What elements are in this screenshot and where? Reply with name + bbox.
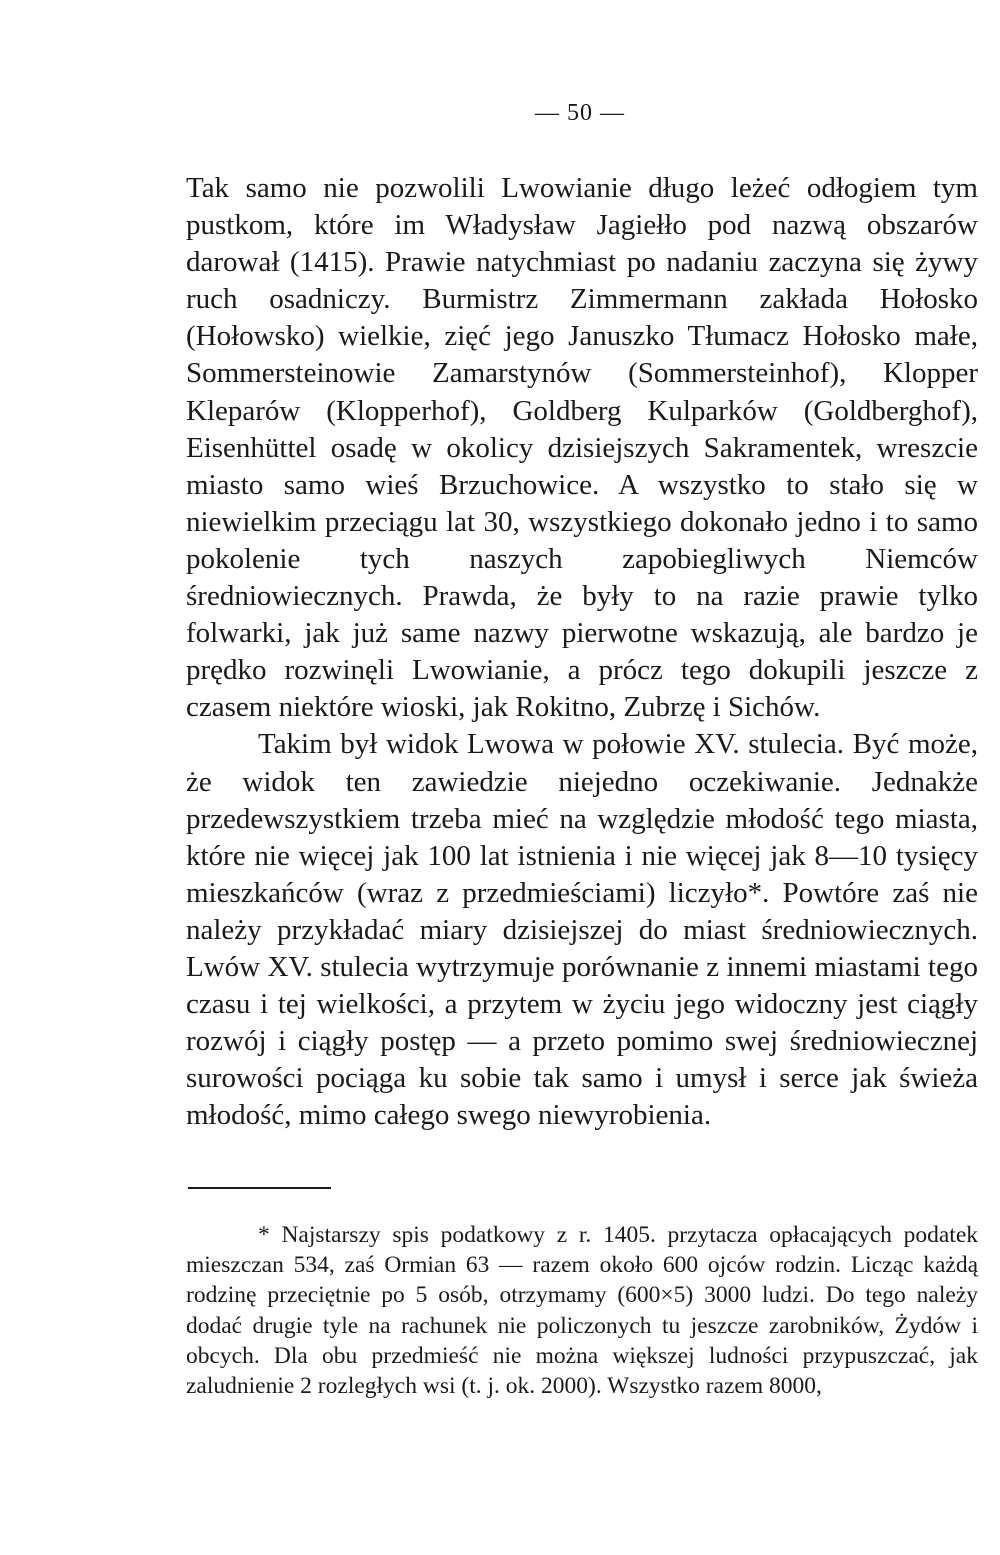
main-text — [186, 170, 978, 1134]
footnote: * Najstarszy spis podatkowy z r. 1405. przytacza opłacających podatek mieszczan 534, zaś Ormian 63 — razem około 600 ojców rodzin. Licząc każdą rodzinę przeciętnie po 5 osób, otrzymamy (600×5) 3000 ludzi. Do tego należy dodać drugie tyle na rachunek nie policzonych tu jeszcze zarobników, Żydów i obcych. Dla obu przedmieść nie można większej ludności przypuszczać, jak zaludnienie 2 rozległych wsi (t. j. ok. 2000). Wszystko razem 8000, — [186, 1222, 978, 1400]
footnote-separator — [188, 1187, 331, 1189]
paragraph: Tak samo nie pozwolili Lwowianie długo leżeć odłogiem tym pustkom, które im Władysław Jagiełło pod nazwą obszarów darował (1415). Prawie natychmiast po nadaniu zaczyna się żywy ruch osadniczy. Burmistrz Zimmermann zakłada Hołosko (Hołowsko) wielkie, zięć jego Januszko Tłumacz Hołosko małe, Sommersteinowie Zamarstynów (Sommersteinhof), Klopper Kleparów (Klopperhof), Goldberg Kulparków (Goldberghof), Eisenhüttel osadę w okolicy dzisiejszych Sakramentek, wreszcie miasto samo wieś Brzuchowice. A wszystko to stało się w niewielkim przeciągu lat 30, wszystkiego dokonało jedno i to samo pokolenie tych naszych zapobiegliwych Niemców średniowiecznych. Prawda, że były to na razie prawie tylko folwarki, jak już same nazwy pierwotne wskazują, ale bardzo je prędko rozwinęli Lwowianie, a prócz tego dokupili jeszcze z czasem niektóre wioski, jak Rokitno, Zubrzę i Sichów. — [186, 172, 978, 724]
paragraph: Takim był widok Lwowa w połowie XV. stulecia. Być może, że widok ten zawiedzie niejedno oczekiwanie. Jednakże przedewszystkiem trzeba mieć na względzie młodość tego miasta, które nie więcej jak 100 lat istnienia i nie więcej jak 8—10 tysięcy mieszkańców (wraz z przedmieściami) liczyło*. Powtóre zaś nie należy przykładać miary dzisiejszej do miast średniowiecznych. Lwów XV. stulecia wytrzymuje porównanie z innemi miastami tego czasu i tej wielkości, a przytem w życiu jego widoczny jest ciągły rozwój i ciągły postęp — a przeto pomimo swej średniowiecznej surowości pociąga ku sobie tak samo i umysł i serce jak świeża młodość, mimo całego swego niewyrobienia. — [186, 728, 978, 1132]
page-number: — 50 — — [535, 100, 625, 126]
